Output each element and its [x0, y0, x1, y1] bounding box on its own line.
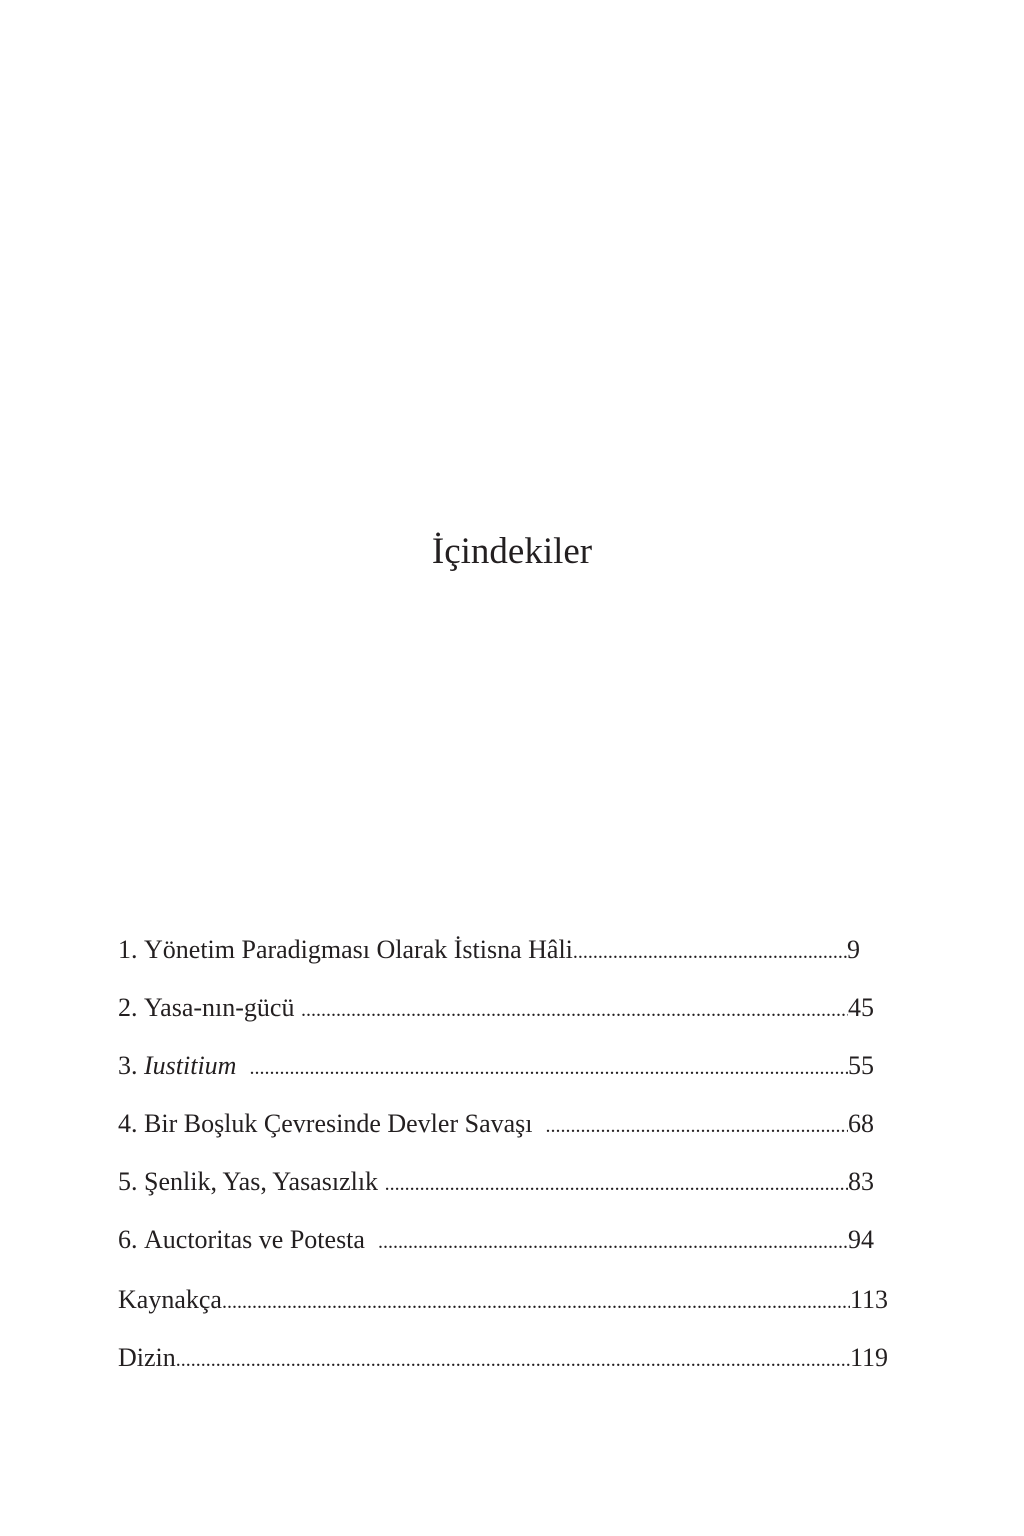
- toc-leader-dots: [249, 1048, 848, 1086]
- toc-entry-label: Dizin: [118, 1343, 176, 1372]
- toc-entry-page: 119: [849, 1343, 888, 1372]
- toc-entry-number: 1.: [118, 935, 138, 964]
- toc-entry-page: 68: [848, 1109, 874, 1138]
- toc-leader-dots: [546, 1106, 849, 1144]
- toc-entry-number: 4.: [118, 1109, 138, 1138]
- toc-entry-page: 83: [848, 1167, 874, 1196]
- toc-leader-dots: [301, 990, 848, 1028]
- toc-entry-page: 94: [848, 1225, 874, 1254]
- toc-leader-dots: [222, 1282, 850, 1320]
- toc-entry-page: 55: [848, 1051, 874, 1080]
- toc-entry-page: 113: [849, 1285, 888, 1314]
- toc-leader-dots: [176, 1340, 850, 1378]
- toc-entry-number: 3.: [118, 1051, 138, 1080]
- toc-entry-1[interactable]: [118, 930, 860, 970]
- toc-entry-5[interactable]: [118, 1162, 874, 1202]
- toc-entry-number: 2.: [118, 993, 138, 1022]
- toc-entry-label: Bir Boşluk Çevresinde Devler Savaşı: [144, 1109, 533, 1138]
- toc-entry-label: Şenlik, Yas, Yasasızlık: [144, 1167, 379, 1196]
- toc-entry-label: Auctoritas ve Potesta: [144, 1225, 365, 1254]
- toc-entry-bibliography[interactable]: [118, 1280, 888, 1320]
- toc-leader-dots: [385, 1164, 848, 1202]
- toc-entry-6[interactable]: [118, 1220, 874, 1260]
- page-title: İçindekiler: [431, 531, 593, 572]
- toc-entry-number: 6.: [118, 1225, 138, 1254]
- toc-entry-label: Iustitium: [144, 1051, 237, 1080]
- toc-entry-4[interactable]: [118, 1104, 874, 1144]
- toc-entry-number: 5.: [118, 1167, 138, 1196]
- toc-entry-page: 45: [848, 993, 874, 1022]
- toc-entry-label: Yasa-nın-gücü: [144, 993, 295, 1022]
- toc-entry-index[interactable]: [118, 1338, 888, 1378]
- toc-entry-page: 9: [847, 935, 860, 964]
- toc-leader-dots: [573, 932, 847, 970]
- toc-leader-dots: [378, 1222, 848, 1260]
- toc-entry-label: Yönetim Paradigması Olarak İstisna Hâli: [144, 935, 573, 964]
- toc-entry-2[interactable]: [118, 988, 874, 1028]
- toc-entry-3[interactable]: [118, 1046, 874, 1086]
- toc-entry-label: Kaynakça: [118, 1285, 222, 1314]
